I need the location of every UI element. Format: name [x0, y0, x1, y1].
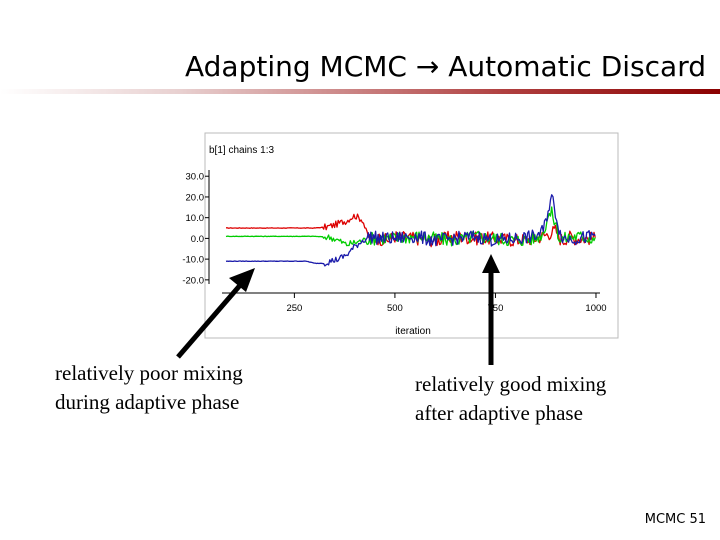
caption-line: after adaptive phase: [415, 401, 583, 425]
y-tick-label: 20.0: [185, 192, 204, 204]
y-tick-label: -20.0: [182, 275, 204, 287]
caption-line: relatively poor mixing: [55, 361, 243, 385]
y-tick-label: 30.0: [185, 171, 204, 183]
caption-good-mixing: [415, 370, 606, 428]
x-axis-label: iteration: [395, 326, 431, 337]
x-tick-label: 750: [487, 303, 504, 314]
y-tick-label: 10.0: [185, 213, 204, 225]
x-tick-label: 1000: [585, 303, 607, 314]
caption-line: during adaptive phase: [55, 390, 240, 414]
caption-poor-mixing: [55, 359, 243, 417]
slide-title: Adapting MCMC → Automatic Discard: [185, 50, 706, 83]
page-number: MCMC 51: [644, 512, 706, 527]
x-tick-label: 250: [286, 303, 303, 314]
x-tick-label: 500: [386, 303, 403, 314]
caption-line: relatively good mixing: [415, 372, 607, 396]
y-tick-label: 0.0: [190, 233, 204, 245]
y-tick-label: -10.0: [182, 254, 204, 266]
chart-title: b[1] chains 1:3: [209, 145, 275, 156]
